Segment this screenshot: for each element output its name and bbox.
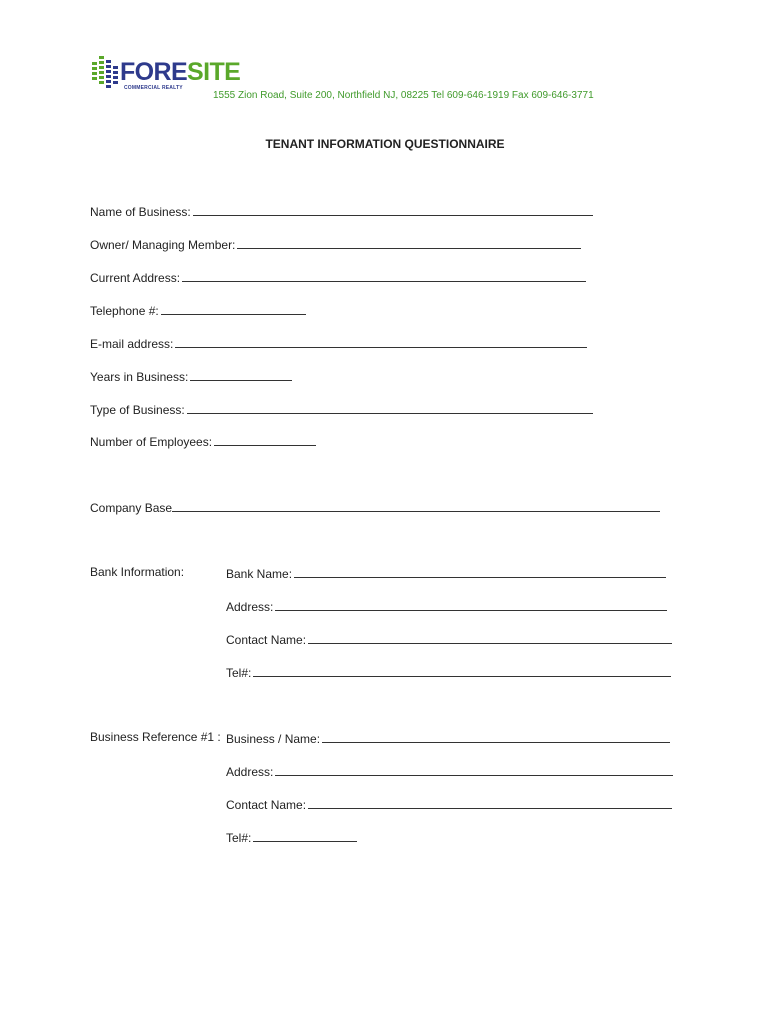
- field-employees: [90, 433, 316, 449]
- field-reference-business-name: [226, 730, 670, 746]
- fill-line[interactable]: [190, 368, 292, 381]
- field-label: Contact Name:: [226, 633, 307, 647]
- page-title: TENANT INFORMATION QUESTIONNAIRE: [265, 137, 505, 151]
- logo-fore: FORE: [120, 58, 188, 86]
- field-label: Owner/ Managing Member:: [90, 238, 236, 252]
- logo-subtitle: COMMERCIAL REALTY: [124, 85, 183, 91]
- field-label: Telephone #:: [90, 304, 159, 318]
- field-business-name: [90, 203, 593, 219]
- field-reference-tel: [226, 829, 357, 845]
- field-bank-address: [226, 598, 667, 614]
- field-label: Name of Business:: [90, 205, 191, 219]
- field-label: Company Base: [90, 501, 173, 515]
- fill-line[interactable]: [172, 499, 660, 512]
- field-owner: [90, 236, 581, 252]
- fill-line[interactable]: [308, 796, 672, 809]
- field-label: Contact Name:: [226, 798, 307, 812]
- field-reference-contact: [226, 796, 672, 812]
- fill-line[interactable]: [253, 829, 357, 842]
- field-label: Years in Business:: [90, 370, 189, 384]
- fill-line[interactable]: [187, 401, 593, 414]
- bank-section-label: Bank Information:: [90, 565, 185, 579]
- fill-line[interactable]: [322, 730, 670, 743]
- fill-line[interactable]: [214, 433, 316, 446]
- fill-line[interactable]: [182, 269, 586, 282]
- field-label: Type of Business:: [90, 403, 185, 417]
- fill-line[interactable]: [161, 302, 306, 315]
- fill-line[interactable]: [175, 335, 587, 348]
- field-current-address: [90, 269, 586, 285]
- field-label: Business / Name:: [226, 732, 321, 746]
- logo-site: SITE: [187, 58, 241, 86]
- fill-line[interactable]: [275, 598, 667, 611]
- field-label: Address:: [226, 765, 274, 779]
- field-telephone: [90, 302, 306, 318]
- reference-section-label: Business Reference #1 :: [90, 730, 221, 744]
- field-label: Current Address:: [90, 271, 181, 285]
- fill-line[interactable]: [275, 763, 673, 776]
- field-company-base: [90, 499, 660, 515]
- field-bank-name: [226, 565, 666, 581]
- fill-line[interactable]: [193, 203, 593, 216]
- field-years: [90, 368, 292, 384]
- field-label: E-mail address:: [90, 337, 174, 351]
- field-label: Tel#:: [226, 831, 252, 845]
- field-label: Bank Name:: [226, 567, 293, 581]
- fill-line[interactable]: [308, 631, 672, 644]
- field-bank-tel: [226, 664, 671, 680]
- field-label: Address:: [226, 600, 274, 614]
- logo-wordmark: [120, 59, 240, 85]
- foresite-logo: [90, 56, 241, 96]
- field-label: Tel#:: [226, 666, 252, 680]
- field-label: Number of Employees:: [90, 435, 213, 449]
- fill-line[interactable]: [237, 236, 581, 249]
- field-email: [90, 335, 587, 351]
- field-reference-address: [226, 763, 673, 779]
- company-address: 1555 Zion Road, Suite 200, Northfield NJ, 08225 Tel 609-646-1919 Fax 609-646-3771: [213, 90, 594, 101]
- fill-line[interactable]: [253, 664, 671, 677]
- fill-line[interactable]: [294, 565, 666, 578]
- field-type: [90, 401, 593, 417]
- field-bank-contact: [226, 631, 672, 647]
